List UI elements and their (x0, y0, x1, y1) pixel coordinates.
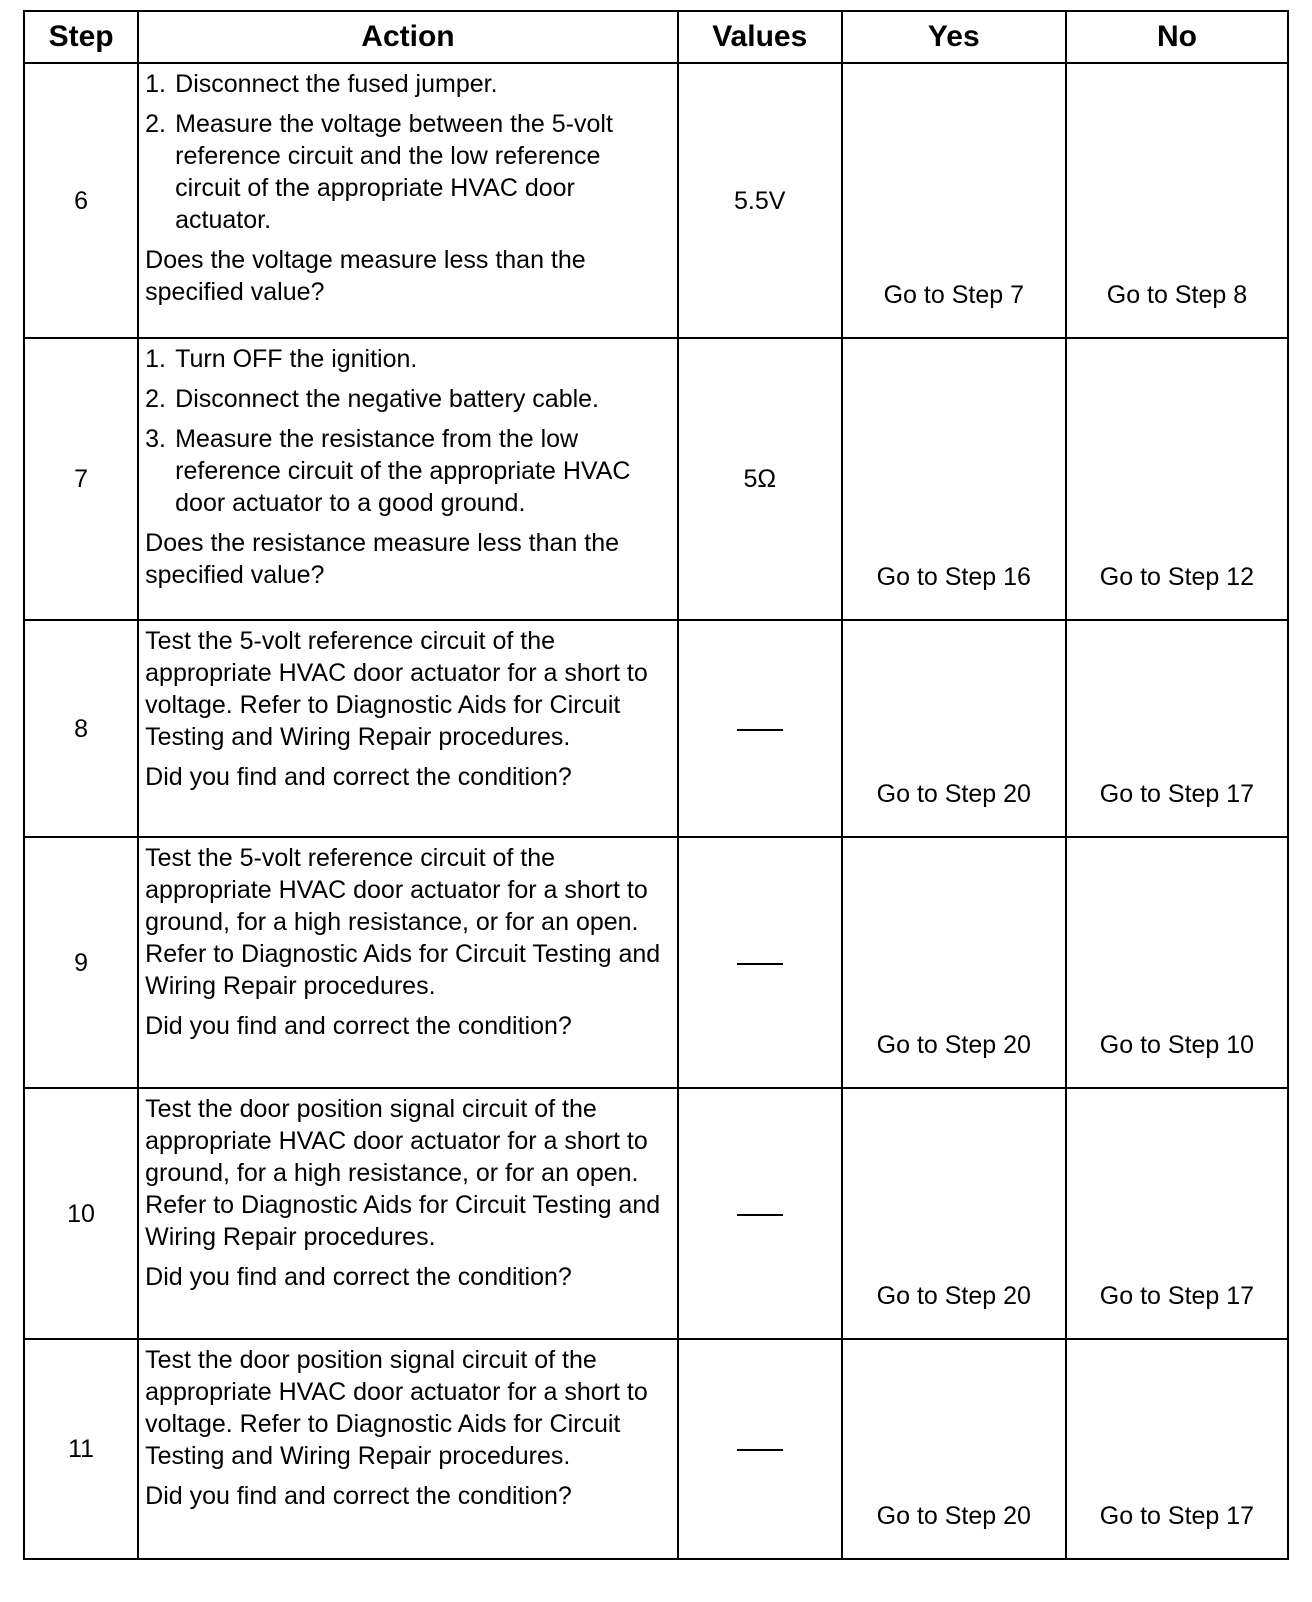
no-cell: Go to Step 10 (1066, 837, 1288, 1088)
action-item-text: Measure the resistance from the low reference circuit of the appropriate HVAC door actuator to a good ground. (175, 425, 631, 517)
no-cell: Go to Step 17 (1066, 1339, 1288, 1559)
value-cell (678, 1088, 842, 1339)
value-cell (678, 1339, 842, 1559)
action-question: Did you find and correct the condition? (145, 1263, 572, 1291)
yes-cell: Go to Step 20 (842, 1339, 1066, 1559)
action-list-item (145, 68, 671, 100)
value-cell (678, 338, 842, 620)
table-row (24, 1088, 1288, 1339)
action-paragraph: Test the door position signal circuit of the appropriate HVAC door actuator for a short to voltage. Refer to Diagnostic Aids for Circuit Testing and Wiring Repair procedures. (145, 1346, 648, 1470)
action-item-text: Measure the voltage between the 5-volt reference circuit and the low reference circuit of the appropriate HVAC door actuator. (175, 110, 613, 234)
no-cell: Go to Step 12 (1066, 338, 1288, 620)
step-number: 8 (24, 620, 138, 837)
value-cell (678, 63, 842, 338)
action-list-item (145, 108, 671, 236)
step-number: 11 (24, 1339, 138, 1559)
table-row (24, 837, 1288, 1088)
value-cell (678, 837, 842, 1088)
value-dash (737, 1449, 783, 1451)
no-cell: Go to Step 17 (1066, 620, 1288, 837)
table-row (24, 338, 1288, 620)
action-item-text: Disconnect the fused jumper. (175, 70, 498, 98)
no-cell: Go to Step 17 (1066, 1088, 1288, 1339)
action-list-item (145, 423, 671, 519)
action-question: Did you find and correct the condition? (145, 763, 572, 791)
action-item-number: 2. (145, 110, 166, 138)
action-paragraph: Test the 5-volt reference circuit of the appropriate HVAC door actuator for a short to ground, for a high resistance, or for an open. Refer to Diagnostic Aids for Circuit Testing and Wiring Repair procedures. (145, 844, 661, 1000)
action-question: Did you find and correct the condition? (145, 1012, 572, 1040)
action-paragraph: Test the 5-volt reference circuit of the appropriate HVAC door actuator for a short to voltage. Refer to Diagnostic Aids for Circuit Testing and Wiring Repair procedures. (145, 627, 648, 751)
action-cell (138, 1339, 678, 1559)
table-row (24, 620, 1288, 837)
step-number: 6 (24, 63, 138, 338)
step-number: 7 (24, 338, 138, 620)
table-row (24, 63, 1288, 338)
action-item-text: Disconnect the negative battery cable. (175, 385, 600, 413)
action-paragraph: Test the door position signal circuit of the appropriate HVAC door actuator for a short to ground, for a high resistance, or for an open. Refer to Diagnostic Aids for Circuit Testing and Wiring Repair procedures. (145, 1095, 661, 1251)
value-cell (678, 620, 842, 837)
header-values: Values (678, 11, 842, 63)
value-dash (737, 1214, 783, 1216)
action-question: Did you find and correct the condition? (145, 1482, 572, 1510)
diagnostic-table (23, 10, 1289, 1560)
action-list-item (145, 383, 671, 415)
value-text: 5.5V (734, 186, 786, 215)
action-cell (138, 338, 678, 620)
yes-cell: Go to Step 20 (842, 620, 1066, 837)
action-item-number: 1. (145, 345, 166, 373)
table-row (24, 1339, 1288, 1559)
yes-cell: Go to Step 20 (842, 1088, 1066, 1339)
action-item-number: 1. (145, 70, 166, 98)
header-no: No (1066, 11, 1288, 63)
yes-cell: Go to Step 20 (842, 837, 1066, 1088)
header-row (24, 11, 1288, 63)
value-dash (737, 729, 783, 731)
step-number: 10 (24, 1088, 138, 1339)
step-number: 9 (24, 837, 138, 1088)
action-list-item (145, 343, 671, 375)
action-cell (138, 620, 678, 837)
yes-cell: Go to Step 16 (842, 338, 1066, 620)
action-question: Does the voltage measure less than the specified value? (145, 246, 586, 306)
action-question: Does the resistance measure less than the specified value? (145, 529, 620, 589)
no-cell: Go to Step 8 (1066, 63, 1288, 338)
action-item-number: 3. (145, 425, 166, 453)
action-item-text: Turn OFF the ignition. (175, 345, 418, 373)
action-cell (138, 837, 678, 1088)
header-action: Action (138, 11, 678, 63)
header-yes: Yes (842, 11, 1066, 63)
value-dash (737, 963, 783, 965)
action-item-number: 2. (145, 385, 166, 413)
header-step: Step (24, 11, 138, 63)
action-cell (138, 63, 678, 338)
value-text: 5Ω (743, 465, 777, 493)
yes-cell: Go to Step 7 (842, 63, 1066, 338)
action-cell (138, 1088, 678, 1339)
